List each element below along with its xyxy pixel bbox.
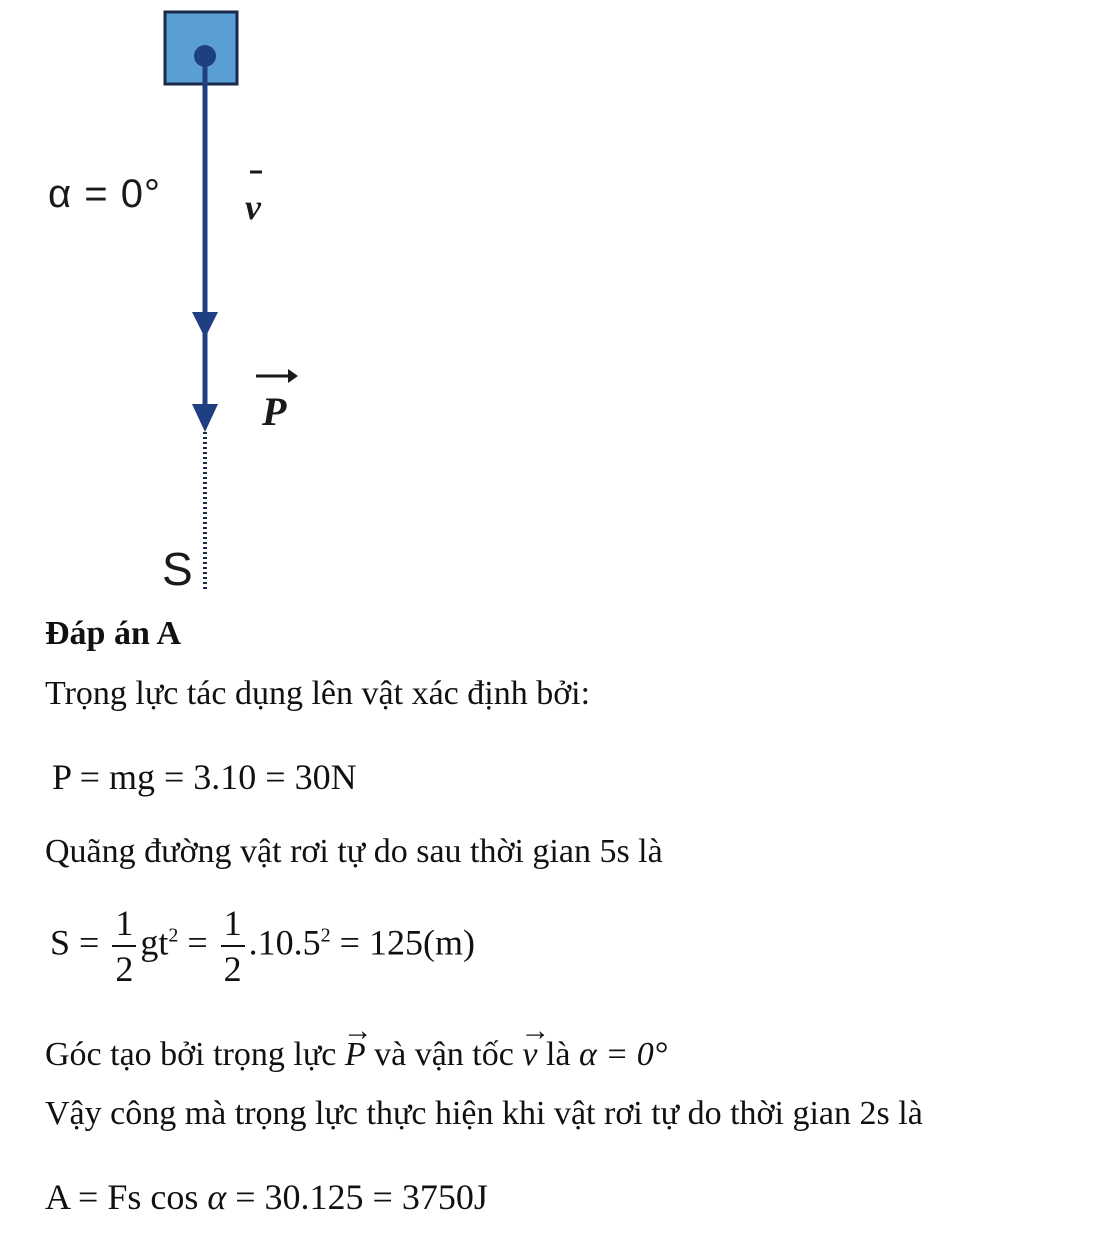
weight-arrowhead: [192, 404, 218, 432]
vector-arrow-icon: →: [342, 1014, 373, 1047]
velocity-vector: [520, 1014, 551, 1073]
distance-label: S: [162, 543, 193, 595]
work-formula-lhs: A = Fs cos: [45, 1177, 199, 1217]
fraction-half-2: [221, 905, 245, 987]
weight-formula: P = mg = 3.10 = 30N: [52, 757, 357, 797]
velocity-vector-symbol: v: [522, 1036, 538, 1073]
distance-formula-values: .10.5: [248, 922, 321, 963]
weight-vector-symbol: P: [344, 1036, 366, 1073]
fraction-denominator: 2: [115, 949, 134, 989]
velocity-label: v: [245, 187, 261, 227]
weight-intro-text: Trọng lực tác dụng lên vật xác định bởi:: [45, 675, 591, 712]
work-intro-text: Vậy công mà trọng lực thực hiện khi vật rơi tự do thời gian 2s là: [45, 1095, 923, 1132]
velocity-arrowhead: [192, 312, 218, 338]
work-formula-alpha: α: [207, 1177, 227, 1217]
distance-formula: [50, 905, 475, 987]
angle-text: [45, 1014, 668, 1073]
weight-vector: [342, 1014, 373, 1073]
distance-formula-result: = 125(m): [339, 922, 475, 963]
alpha-label: α = 0°: [48, 172, 161, 216]
distance-formula-lhs: S =: [50, 922, 100, 963]
work-formula-rhs: = 30.125 = 3750J: [235, 1177, 488, 1217]
vector-arrow-icon: →: [520, 1014, 551, 1047]
answer-heading: Đáp án A: [45, 615, 182, 652]
distance-formula-eq: =: [187, 922, 208, 963]
fraction-half-1: [112, 905, 136, 987]
distance-formula-gt: gt: [140, 922, 169, 963]
work-formula: [45, 1178, 488, 1218]
fraction-numerator: 1: [221, 905, 245, 947]
angle-value: α = 0°: [578, 1036, 668, 1073]
weight-label: P: [262, 389, 287, 434]
free-fall-diagram: [40, 0, 310, 600]
free-fall-figure: [40, 0, 310, 600]
p-vector-arrowtip: [288, 369, 298, 383]
exponent: 2: [320, 924, 331, 947]
angle-text-middle: và vận tốc: [374, 1036, 514, 1073]
angle-text-suffix: là: [545, 1036, 571, 1073]
distance-intro-text: Quãng đường vật rơi tự do sau thời gian 5s là: [45, 833, 663, 870]
fraction-numerator: 1: [112, 905, 136, 947]
angle-text-prefix: Góc tạo bởi trọng lực: [45, 1036, 337, 1073]
fraction-denominator: 2: [223, 949, 242, 989]
exponent: 2: [168, 924, 179, 947]
